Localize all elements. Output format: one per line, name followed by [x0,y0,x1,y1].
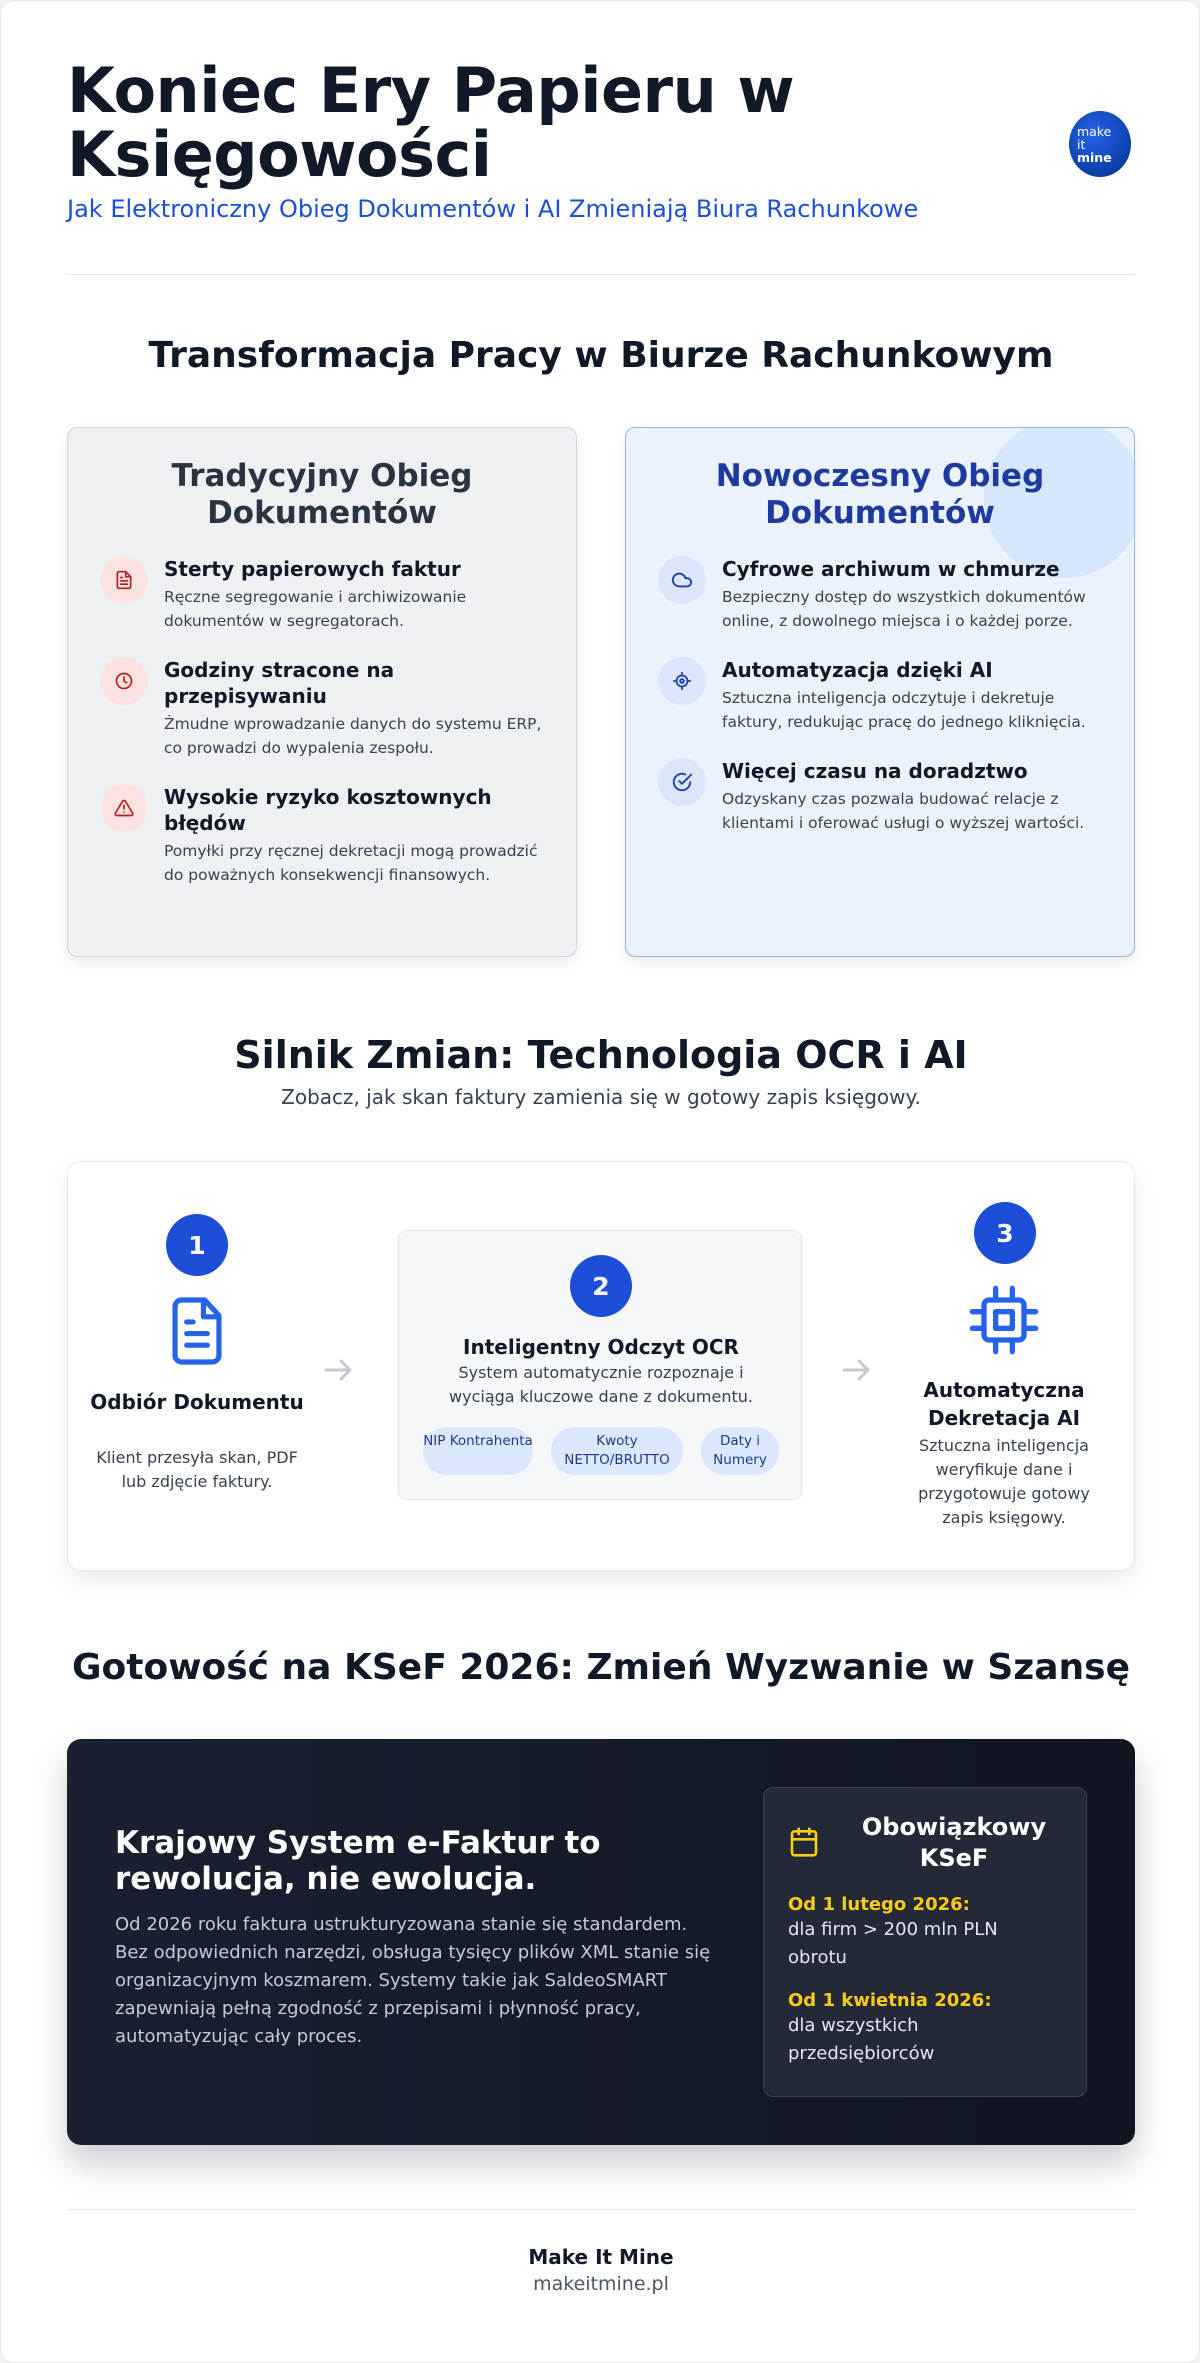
logo-word-3: mine [1077,150,1112,165]
ksef-panel [67,1739,1135,2145]
item-desc: Bezpieczny dostęp do wszystkich dokumentów online, z dowolnego miejsca i o każdej porze. [722,588,1086,630]
ksef-title: Gotowość na KSeF 2026: Zmień Wyzwanie w Szansę [71,1647,1131,1688]
clock-icon [100,657,148,705]
divider [67,274,1135,275]
traditional-item [100,784,546,887]
ksef-body: Od 2026 roku faktura ustrukturyzowana stanie się standardem. Bez odpowiednich narzędzi, obsługa tysięcy plików XML stanie się organizacyjnym koszmarem. Systemy takie jak SaldeoSMART zapewniają pełną zgodność z przepisami i płynność pracy, automatyzując cały proces. [115,1914,711,2047]
ksef-deadlines-box [763,1787,1087,2097]
modern-card-title: Nowoczesny Obieg Dokumentów [715,458,1045,531]
traditional-card-title: Tradycyjny Obieg Dokumentów [171,458,473,531]
check-circle-icon [658,758,706,806]
document-icon [100,556,148,604]
modern-item [658,556,1104,633]
deadline-text: dla firm > 200 mln PLN obrotu [788,1919,998,1968]
modern-item [658,657,1104,734]
data-chip: Kwoty NETTO/BRUTTO [551,1427,683,1475]
transformation-title: Transformacja Pracy w Biurze Rachunkowym [148,335,1054,376]
footer-link[interactable]: makeitmine.pl [533,2273,669,2295]
step-desc: Klient przesyła skan, PDF lub zdjęcie faktury. [96,1448,298,1491]
traditional-item [100,657,546,760]
item-title: Godziny stracone na przepisywaniu [164,658,395,708]
ksef-box-title: Obowiązkowy KSeF [861,1813,1047,1872]
step-number: 2 [570,1255,632,1317]
step-title: Inteligentny Odczyt OCR [463,1335,739,1359]
item-title: Sterty papierowych faktur [164,557,461,581]
warning-icon [100,784,148,832]
step-number: 1 [166,1214,228,1276]
ocr-step-panel [398,1230,802,1500]
page-subtitle: Jak Elektroniczny Obieg Dokumentów i AI Zmieniają Biura Rachunkowe [67,195,919,223]
page-title: Koniec Ery Papieru w Księgowości [67,54,795,191]
document-icon [166,1294,228,1372]
step-desc: Sztuczna inteligencja weryfikuje dane i przygotowuje gotowy zapis księgowy. [918,1436,1090,1527]
calendar-icon [788,1826,820,1862]
engine-title: Silnik Zmian: Technologia OCR i AI [234,1033,968,1077]
step-number: 3 [974,1202,1036,1264]
modern-item [658,758,1104,835]
modern-card [625,427,1135,957]
item-title: Automatyzacja dzięki AI [722,658,993,682]
item-desc: Sztuczna inteligencja odczytuje i dekretuje faktury, redukując pracę do jednego kliknięcia. [722,689,1086,731]
deadline-date: Od 1 kwietnia 2026: [788,1990,992,2011]
item-desc: Pomyłki przy ręcznej dekretacji mogą prowadzić do poważnych konsekwencji finansowych. [164,842,538,884]
step-title: Odbiór Dokumentu [90,1390,304,1414]
ksef-heading: Krajowy System e-Faktur to rewolucja, nie ewolucja. [115,1825,601,1897]
ai-chip-icon [658,657,706,705]
engine-subtitle: Zobacz, jak skan faktury zamienia się w gotowy zapis księgowy. [281,1085,921,1109]
deadline-date: Od 1 lutego 2026: [788,1894,970,1915]
cloud-icon [658,556,706,604]
divider [67,2209,1135,2210]
ai-chip-icon [964,1280,1044,1364]
item-desc: Ręczne segregowanie i archiwizowanie dokumentów w segregatorach. [164,588,467,630]
data-chip: Daty i Numery [701,1427,779,1475]
item-desc: Żmudne wprowadzanie danych do systemu ERP, co prowadzi do wypalenia zespołu. [164,715,542,757]
item-title: Cyfrowe archiwum w chmurze [722,557,1060,581]
process-diagram [67,1161,1135,1571]
deadline-text: dla wszystkich przedsiębiorców [788,2015,935,2064]
traditional-item [100,556,546,633]
logo-word-1: make [1077,124,1112,139]
logo-word-2: it [1077,137,1086,152]
item-desc: Odzyskany czas pozwala budować relacje z klientami i oferować usługi o wyższej wartości. [722,790,1085,832]
header [67,54,1135,279]
traditional-card [67,427,577,957]
arrow-right-icon [320,1352,356,1388]
make-it-mine-logo[interactable] [1069,111,1131,177]
step-desc: System automatycznie rozpoznaje i wyciąga kluczowe dane z dokumentu. [449,1363,753,1406]
footer-brand: Make It Mine [528,2245,674,2269]
item-title: Wysokie ryzyko kosztownych błędów [164,785,492,835]
arrow-right-icon [838,1352,874,1388]
item-title: Więcej czasu na doradztwo [722,759,1028,783]
step-title: Automatyczna Dekretacja AI [923,1378,1085,1430]
data-chip: NIP Kontrahenta [423,1427,533,1475]
